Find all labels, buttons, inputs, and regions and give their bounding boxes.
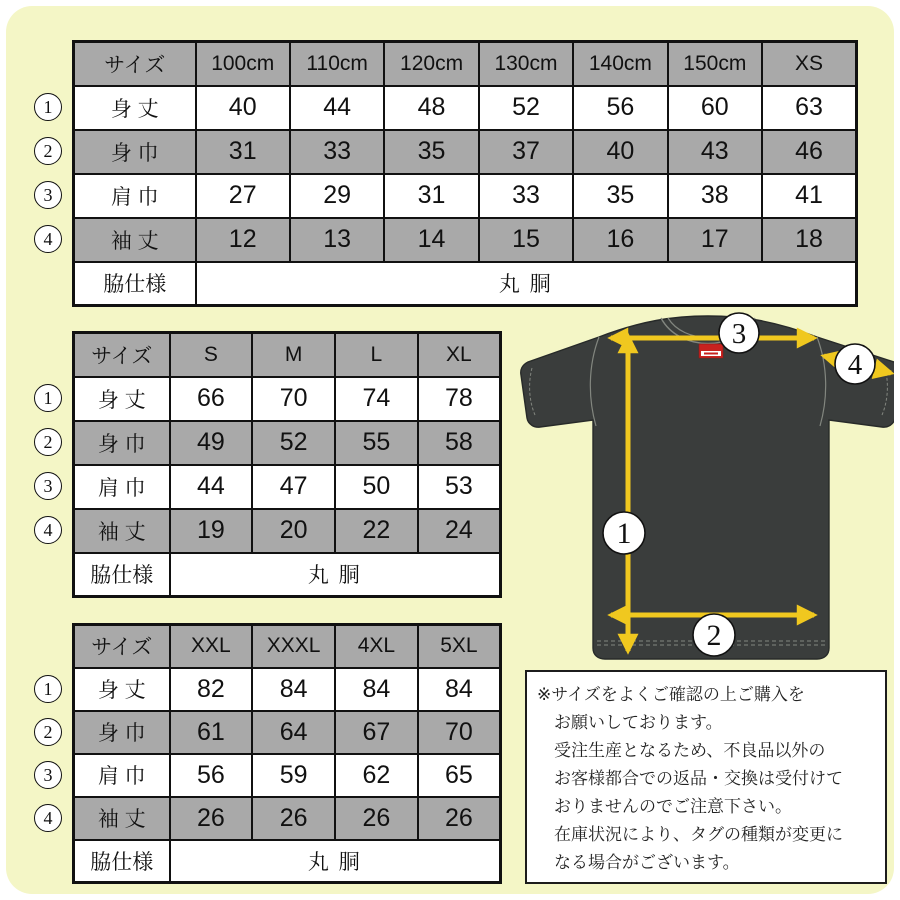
table-row (74, 465, 501, 509)
cell: 16 (573, 218, 667, 262)
row-label: 袖 丈 (74, 218, 196, 262)
cell: 15 (479, 218, 573, 262)
measure-label-1 (603, 512, 645, 554)
cell: 41 (762, 174, 856, 218)
header-cell: XS (762, 42, 856, 86)
row-marker-1 (34, 675, 62, 703)
measure-label-2 (693, 614, 735, 656)
cell: 31 (384, 174, 478, 218)
purchase-notice-box (525, 670, 887, 884)
table-row (74, 86, 857, 130)
cell: 35 (573, 174, 667, 218)
cell: 24 (418, 509, 501, 553)
header-cell: 110cm (290, 42, 384, 86)
row-label: 肩 巾 (74, 754, 170, 797)
marker-digit: 1 (43, 388, 53, 408)
cell: 65 (418, 754, 501, 797)
notice-line: なる場合がございます。 (554, 853, 740, 872)
notice-line: 在庫状況により、タグの種類が変更に (554, 825, 843, 844)
row-marker-1 (34, 384, 62, 412)
header-cell: サイズ (74, 333, 170, 377)
table-footer-row (74, 553, 501, 597)
svg-text:3: 3 (731, 318, 747, 350)
table-row (74, 711, 501, 754)
cell: 67 (335, 711, 418, 754)
row-label: 身 丈 (74, 377, 170, 421)
cell: 70 (418, 711, 501, 754)
svg-text:1: 1 (616, 517, 632, 550)
cell: 26 (252, 797, 335, 840)
table-row (74, 797, 501, 840)
marker-digit: 4 (43, 229, 53, 249)
table-row (74, 754, 501, 797)
cell: 20 (252, 509, 335, 553)
cell: 64 (252, 711, 335, 754)
table-header-row (74, 333, 501, 377)
cell: 74 (335, 377, 418, 421)
header-cell: サイズ (74, 42, 196, 86)
row-marker-2 (34, 137, 62, 165)
cell: 84 (252, 668, 335, 711)
cell: 35 (384, 130, 478, 174)
row-label: 袖 丈 (74, 797, 170, 840)
notice-line: おりませんのでご注意下さい。 (554, 797, 792, 816)
cell: 59 (252, 754, 335, 797)
cell: 40 (573, 130, 667, 174)
cell: 56 (573, 86, 667, 130)
cell: 43 (668, 130, 762, 174)
cell: 44 (290, 86, 384, 130)
cell: 31 (196, 130, 290, 174)
row-marker-3 (34, 761, 62, 789)
row-label: 身 丈 (74, 668, 170, 711)
row-label: 肩 巾 (74, 174, 196, 218)
row-label: 袖 丈 (74, 509, 170, 553)
cell: 52 (479, 86, 573, 130)
table-row (74, 509, 501, 553)
cell: 84 (335, 668, 418, 711)
header-cell: XL (418, 333, 501, 377)
row-label: 脇仕様 (74, 840, 170, 883)
cell: 47 (252, 465, 335, 509)
row-marker-4 (34, 225, 62, 253)
header-cell: サイズ (74, 625, 170, 668)
table-row (74, 130, 857, 174)
size-table-big (72, 623, 502, 884)
cell: 46 (762, 130, 856, 174)
cell: 52 (252, 421, 335, 465)
table-footer-row (74, 262, 857, 306)
notice-line: お客様都合での返品・交換は受付けて (554, 769, 843, 788)
cell: 55 (335, 421, 418, 465)
row-label: 脇仕様 (74, 553, 170, 597)
table-row (74, 174, 857, 218)
table-footer-row (74, 840, 501, 883)
row-label: 身 丈 (74, 86, 196, 130)
cell: 29 (290, 174, 384, 218)
brand-tag (699, 344, 723, 358)
cell: 14 (384, 218, 478, 262)
marker-digit: 3 (43, 765, 53, 785)
header-cell: 100cm (196, 42, 290, 86)
row-marker-4 (34, 516, 62, 544)
marker-digit: 2 (43, 722, 53, 742)
row-label: 肩 巾 (74, 465, 170, 509)
cell: 丸 胴 (170, 553, 501, 597)
header-cell: XXXL (252, 625, 335, 668)
header-cell: S (170, 333, 253, 377)
header-cell: 5XL (418, 625, 501, 668)
header-cell: 130cm (479, 42, 573, 86)
row-marker-2 (34, 428, 62, 456)
marker-digit: 1 (43, 679, 53, 699)
cell: 78 (418, 377, 501, 421)
notice-line: ※サイズをよくご確認の上ご購入を (537, 685, 805, 704)
marker-digit: 4 (43, 520, 53, 540)
header-cell: XXL (170, 625, 253, 668)
cell: 84 (418, 668, 501, 711)
cell: 19 (170, 509, 253, 553)
measure-label-3 (719, 313, 759, 353)
cell: 66 (170, 377, 253, 421)
cell: 53 (418, 465, 501, 509)
table-row (74, 668, 501, 711)
row-marker-2 (34, 718, 62, 746)
row-marker-3 (34, 181, 62, 209)
table-row (74, 421, 501, 465)
size-table-adult (72, 331, 502, 598)
cell: 26 (418, 797, 501, 840)
table-header-row (74, 625, 501, 668)
marker-digit: 1 (43, 97, 53, 117)
row-label: 脇仕様 (74, 262, 196, 306)
row-marker-1 (34, 93, 62, 121)
cell: 26 (335, 797, 418, 840)
size-chart-panel (6, 6, 894, 894)
cell: 82 (170, 668, 253, 711)
row-marker-4 (34, 804, 62, 832)
cell: 33 (479, 174, 573, 218)
cell: 44 (170, 465, 253, 509)
row-marker-3 (34, 472, 62, 500)
cell: 63 (762, 86, 856, 130)
cell: 38 (668, 174, 762, 218)
marker-digit: 2 (43, 141, 53, 161)
svg-text:2: 2 (706, 619, 722, 652)
cell: 18 (762, 218, 856, 262)
row-label: 身 巾 (74, 421, 170, 465)
cell: 56 (170, 754, 253, 797)
svg-text:4: 4 (847, 349, 863, 381)
cell: 62 (335, 754, 418, 797)
notice-line: 受注生産となるため、不良品以外の (554, 741, 826, 760)
cell: 50 (335, 465, 418, 509)
header-cell: 150cm (668, 42, 762, 86)
table-header-row (74, 42, 857, 86)
row-label: 身 巾 (74, 711, 170, 754)
header-cell: 140cm (573, 42, 667, 86)
table-row (74, 377, 501, 421)
cell: 40 (196, 86, 290, 130)
header-cell: 120cm (384, 42, 478, 86)
tshirt-illustration (511, 306, 894, 668)
cell: 58 (418, 421, 501, 465)
header-cell: M (252, 333, 335, 377)
cell: 49 (170, 421, 253, 465)
cell: 27 (196, 174, 290, 218)
cell: 37 (479, 130, 573, 174)
cell: 13 (290, 218, 384, 262)
cell: 70 (252, 377, 335, 421)
cell: 26 (170, 797, 253, 840)
row-label: 身 巾 (74, 130, 196, 174)
marker-digit: 3 (43, 476, 53, 496)
cell: 丸 胴 (196, 262, 857, 306)
cell: 丸 胴 (170, 840, 501, 883)
size-table-kids (72, 40, 858, 307)
cell: 17 (668, 218, 762, 262)
tshirt-figure (511, 306, 894, 668)
table-row (74, 218, 857, 262)
header-cell: L (335, 333, 418, 377)
cell: 48 (384, 86, 478, 130)
cell: 22 (335, 509, 418, 553)
cell: 33 (290, 130, 384, 174)
cell: 60 (668, 86, 762, 130)
cell: 61 (170, 711, 253, 754)
cell: 12 (196, 218, 290, 262)
marker-digit: 4 (43, 808, 53, 828)
header-cell: 4XL (335, 625, 418, 668)
notice-line: お願いしております。 (554, 713, 723, 732)
marker-digit: 2 (43, 432, 53, 452)
measure-label-4 (835, 344, 875, 384)
marker-digit: 3 (43, 185, 53, 205)
